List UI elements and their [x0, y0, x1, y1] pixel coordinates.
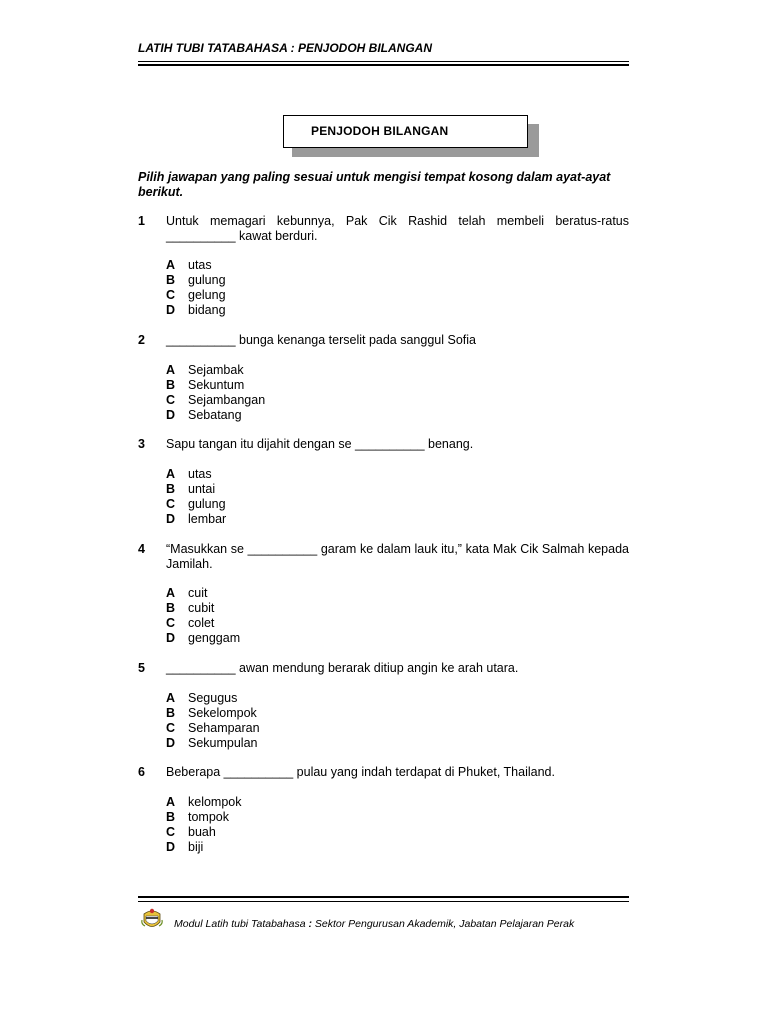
option-letter: B — [166, 810, 176, 824]
option-letter: B — [166, 273, 176, 287]
option-text: cuit — [188, 586, 208, 600]
question-text: Sapu tangan itu dijahit dengan se __________ benang. — [166, 437, 474, 451]
option-letter: D — [166, 512, 176, 526]
question-text: Untuk memagari kebunnya, Pak Cik Rashid telah membeli beratus-ratus __________ kawat berduri. — [166, 214, 629, 243]
option-text: gulung — [188, 497, 226, 511]
option-letter: D — [166, 303, 176, 317]
option-letter: C — [166, 497, 176, 511]
footer-module-name: Modul Latih tubi Tatabahasa — [174, 918, 306, 930]
option-text: buah — [188, 825, 216, 839]
option-text: lembar — [188, 512, 227, 526]
option-text: Sejambak — [188, 363, 244, 377]
option-letter: A — [166, 363, 176, 377]
option-letter: D — [166, 631, 176, 645]
question-number: 1 — [138, 214, 145, 228]
option-text: utas — [188, 258, 212, 272]
option-letter: A — [166, 467, 176, 481]
question-text: __________ bunga kenanga terselit pada sanggul Sofia — [166, 333, 476, 347]
option-text: genggam — [188, 631, 241, 645]
option-text: kelompok — [188, 795, 242, 809]
option-text: untai — [188, 482, 216, 496]
question-number: 5 — [138, 661, 145, 675]
option-letter: A — [166, 795, 176, 809]
header-rule-thin — [138, 61, 629, 62]
option-letter: D — [166, 840, 176, 854]
option-letter: C — [166, 288, 176, 302]
option-text: Sekelompok — [188, 706, 257, 720]
footer-separator: : — [308, 918, 312, 930]
option-letter: D — [166, 736, 176, 750]
option-letter: B — [166, 601, 176, 615]
question-number: 6 — [138, 765, 145, 779]
option-letter: D — [166, 408, 176, 422]
option-text: Sebatang — [188, 408, 242, 422]
option-letter: B — [166, 482, 176, 496]
option-letter: B — [166, 706, 176, 720]
question-text: __________ awan mendung berarak ditiup angin ke arah utara. — [166, 661, 519, 675]
option-text: Sekumpulan — [188, 736, 258, 750]
question-number: 3 — [138, 437, 145, 451]
option-text: Sekuntum — [188, 378, 245, 392]
option-text: gulung — [188, 273, 226, 287]
header-title: LATIH TUBI TATABAHASA : PENJODOH BILANGAN — [138, 41, 432, 55]
option-text: gelung — [188, 288, 226, 302]
question-text: “Masukkan se __________ garam ke dalam lauk itu,” kata Mak Cik Salmah kepada Jamilah. — [166, 542, 629, 571]
option-text: cubit — [188, 601, 215, 615]
footer-rule-thin — [138, 901, 629, 902]
option-text: Sehamparan — [188, 721, 260, 735]
state-crest-icon — [140, 906, 164, 932]
option-text: biji — [188, 840, 204, 854]
option-letter: C — [166, 825, 176, 839]
option-letter: A — [166, 258, 176, 272]
option-text: Sejambangan — [188, 393, 266, 407]
option-letter: C — [166, 393, 176, 407]
option-text: Segugus — [188, 691, 238, 705]
option-text: utas — [188, 467, 212, 481]
question-number: 4 — [138, 542, 145, 556]
title-box-label: PENJODOH BILANGAN — [311, 124, 449, 138]
header-rule-thick — [138, 64, 629, 66]
footer-rule-thick — [138, 896, 629, 898]
question-text: Beberapa __________ pulau yang indah terdapat di Phuket, Thailand. — [166, 765, 555, 779]
option-text: colet — [188, 616, 215, 630]
option-text: bidang — [188, 303, 226, 317]
option-letter: C — [166, 721, 176, 735]
title-box — [283, 115, 528, 148]
question-number: 2 — [138, 333, 145, 347]
footer-text — [174, 918, 574, 930]
instruction-text: Pilih jawapan yang paling sesuai untuk mengisi tempat kosong dalam ayat-ayat berikut. — [138, 170, 611, 199]
option-letter: C — [166, 616, 176, 630]
footer-department: Sektor Pengurusan Akademik, Jabatan Pelajaran Perak — [314, 918, 575, 930]
option-letter: B — [166, 378, 176, 392]
option-letter: A — [166, 691, 176, 705]
option-letter: A — [166, 586, 176, 600]
option-text: tompok — [188, 810, 229, 824]
